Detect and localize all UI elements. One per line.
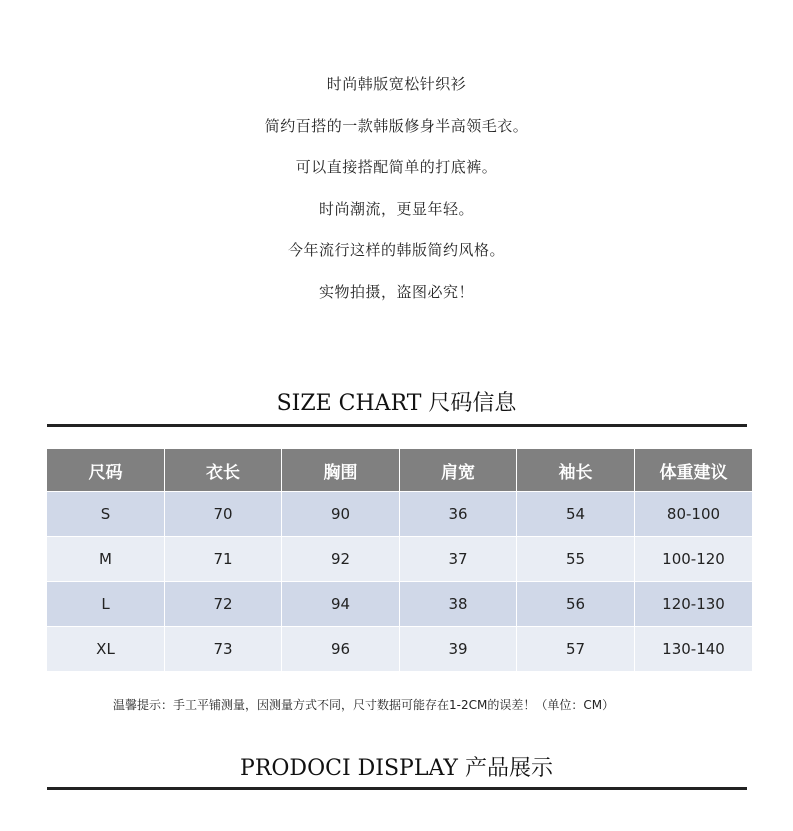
product-intro: [0, 74, 793, 324]
header-sleeve: 袖长: [517, 449, 635, 492]
table-cell: 94: [282, 582, 400, 627]
table-cell: 71: [165, 537, 282, 582]
header-shoulder: 肩宽: [400, 449, 517, 492]
size-chart-header-row: [47, 449, 752, 492]
table-cell: 120-130: [635, 582, 753, 627]
intro-line: 时尚韩版宽松针织衫: [326, 75, 467, 93]
size-chart-table: [47, 449, 752, 671]
table-cell: 38: [400, 582, 517, 627]
header-chest: 胸围: [282, 449, 400, 492]
table-cell: 92: [282, 537, 400, 582]
table-cell: 39: [400, 627, 517, 672]
table-cell: 80-100: [635, 492, 753, 537]
intro-line: 实物拍摄，盗图必究！: [318, 282, 474, 301]
table-cell: 73: [165, 627, 282, 672]
intro-line: 可以直接搭配简单的打底裤。: [295, 158, 498, 177]
size-chart-title: SIZE CHART 尺码信息: [276, 391, 517, 416]
intro-line: 简约百搭的一款韩版修身半高领毛衣。: [264, 116, 529, 135]
header-weight: 体重建议: [635, 449, 753, 492]
header-size: 尺码: [47, 449, 165, 492]
table-cell: XL: [47, 627, 165, 672]
product-display-divider: [47, 787, 747, 790]
header-length: 衣长: [165, 449, 282, 492]
table-cell: 55: [517, 537, 635, 582]
size-chart-divider: [47, 424, 747, 427]
intro-line: 今年流行这样的韩版简约风格。: [287, 241, 505, 260]
table-cell: 37: [400, 537, 517, 582]
table-cell: 70: [165, 492, 282, 537]
table-row: [47, 582, 752, 627]
table-row: [47, 492, 752, 537]
table-cell: L: [47, 582, 165, 627]
table-cell: 130-140: [635, 627, 753, 672]
table-cell: S: [47, 492, 165, 537]
table-cell: 72: [165, 582, 282, 627]
table-cell: 90: [282, 492, 400, 537]
table-cell: 56: [517, 582, 635, 627]
table-cell: 36: [400, 492, 517, 537]
table-cell: M: [47, 537, 165, 582]
table-cell: 57: [517, 627, 635, 672]
product-display-title: PRODOCI DISPLAY 产品展示: [240, 756, 553, 781]
table-cell: 54: [517, 492, 635, 537]
intro-line: 时尚潮流，更显年轻。: [318, 199, 474, 218]
table-row: [47, 627, 752, 672]
table-row: [47, 537, 752, 582]
measurement-note: 温馨提示：手工平铺测量，因测量方式不同，尺寸数据可能存在1-2CM的误差！（单位：CM）: [113, 698, 615, 712]
table-cell: 96: [282, 627, 400, 672]
table-cell: 100-120: [635, 537, 753, 582]
